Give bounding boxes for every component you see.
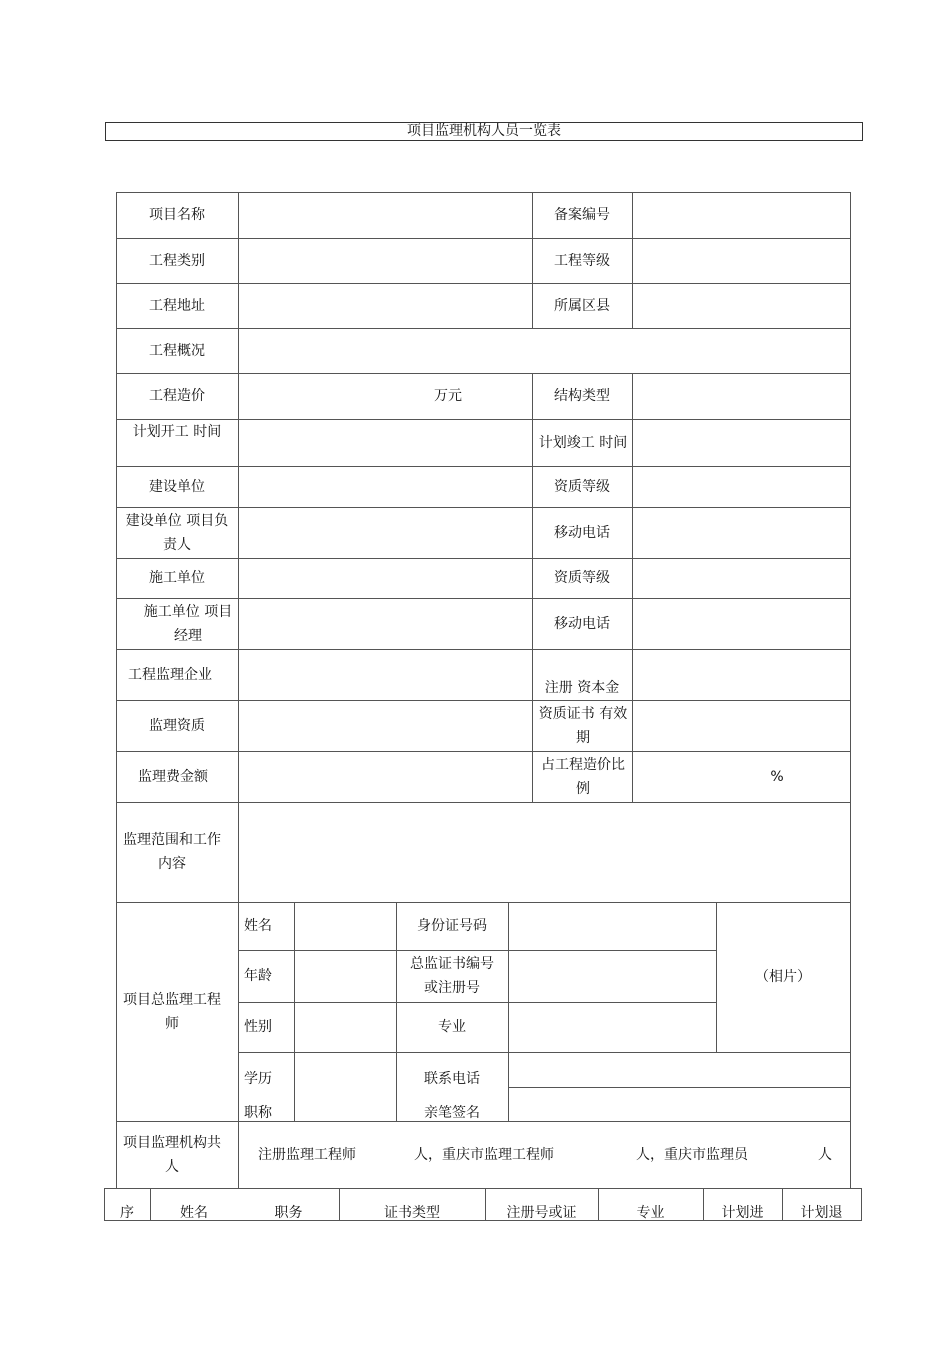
label-cert-validity: 资质证书 有效期 [538,705,628,746]
photo-placeholder: （相片） [755,969,811,985]
label-supervision-qualification: 监理资质 [149,717,205,734]
staff-header-specialty: 专业 [636,1205,665,1221]
cost-unit: 万元 [434,388,462,404]
label-chief-cert: 总监证书编号或注册号 [410,956,494,996]
label-specialty: 专业 [438,1019,466,1035]
label-title: 职称 [244,1105,272,1121]
field-filing-no[interactable] [632,192,850,238]
label-org-total: 项目监理机构共 人 [123,1134,221,1175]
org-breakdown-1: 注册监理工程师 [258,1146,356,1163]
label-builder-pm: 建设单位 项目负责人 [125,512,229,553]
label-contractor: 施工单位 [149,570,205,586]
label-gender: 性别 [244,1019,272,1035]
form-border-right [850,192,851,1189]
staff-header-position: 职务 [274,1205,303,1221]
label-qualification-grade-2: 资质等级 [554,570,610,586]
label-scope: 监理范围和工作内容 [123,832,221,872]
page-title: 项目监理机构人员一览表 [105,122,863,141]
label-fee-ratio: 占工程造价比例 [541,756,625,797]
org-breakdown-2: 人，重庆市监理工程师 [414,1146,554,1163]
field-project-name[interactable] [238,192,532,238]
label-project-cost: 工程造价 [149,388,205,404]
col-line [508,902,509,1121]
label-chief-engineer: 项目总监理工程师 [123,991,221,1032]
label-qualification-grade-1: 资质等级 [554,478,610,495]
label-planned-start: 计划开工 时间 [132,424,222,440]
label-signature: 亲笔签名 [424,1105,480,1121]
col-line [294,902,295,1121]
label-mobile-1: 移动电话 [554,524,610,541]
staff-header-reg-no: 注册号或证 [506,1205,577,1221]
label-supervision-fee: 监理费金额 [138,768,208,785]
label-contractor-pm: 施工单位 项目经理 [143,603,233,644]
label-project-category: 工程类别 [149,252,205,269]
label-project-address: 工程地址 [149,297,205,314]
org-breakdown-3: 人，重庆市监理员 [636,1146,748,1163]
label-structure-type: 结构类型 [554,388,610,404]
label-supervision-company: 工程监理企业 [128,666,212,683]
label-project-name: 项目名称 [149,207,205,223]
staff-header-name: 姓名 [180,1205,208,1221]
staff-col-line [861,1188,862,1221]
label-education: 学历 [244,1071,272,1087]
label-builder: 建设单位 [149,478,205,495]
row-line [116,649,851,650]
label-contact-phone: 联系电话 [424,1071,480,1087]
label-district: 所属区县 [554,297,610,314]
row-line [238,1052,851,1053]
label-project-overview: 工程概况 [149,342,205,359]
label-project-grade: 工程等级 [554,252,610,269]
col-line [632,373,633,802]
percent-sign: % [770,768,784,785]
label-mobile-2: 移动电话 [554,615,610,632]
label-age: 年龄 [244,968,272,984]
label-id-number: 身份证号码 [417,918,487,934]
row-line [116,802,851,803]
staff-header-no: 序 [120,1205,134,1221]
staff-header-plan-in: 计划进 [721,1205,764,1221]
row-line [508,1087,851,1088]
label-registered-capital: 注册 资本金 [544,680,620,696]
org-breakdown-4: 人 [818,1146,832,1163]
label-name: 姓名 [244,918,272,934]
staff-header-cert-type: 证书类型 [384,1205,440,1221]
staff-header-plan-out: 计划退 [800,1205,843,1221]
label-filing-no: 备案编号 [554,207,610,223]
label-planned-finish: 计划竣工 时间 [538,435,628,451]
